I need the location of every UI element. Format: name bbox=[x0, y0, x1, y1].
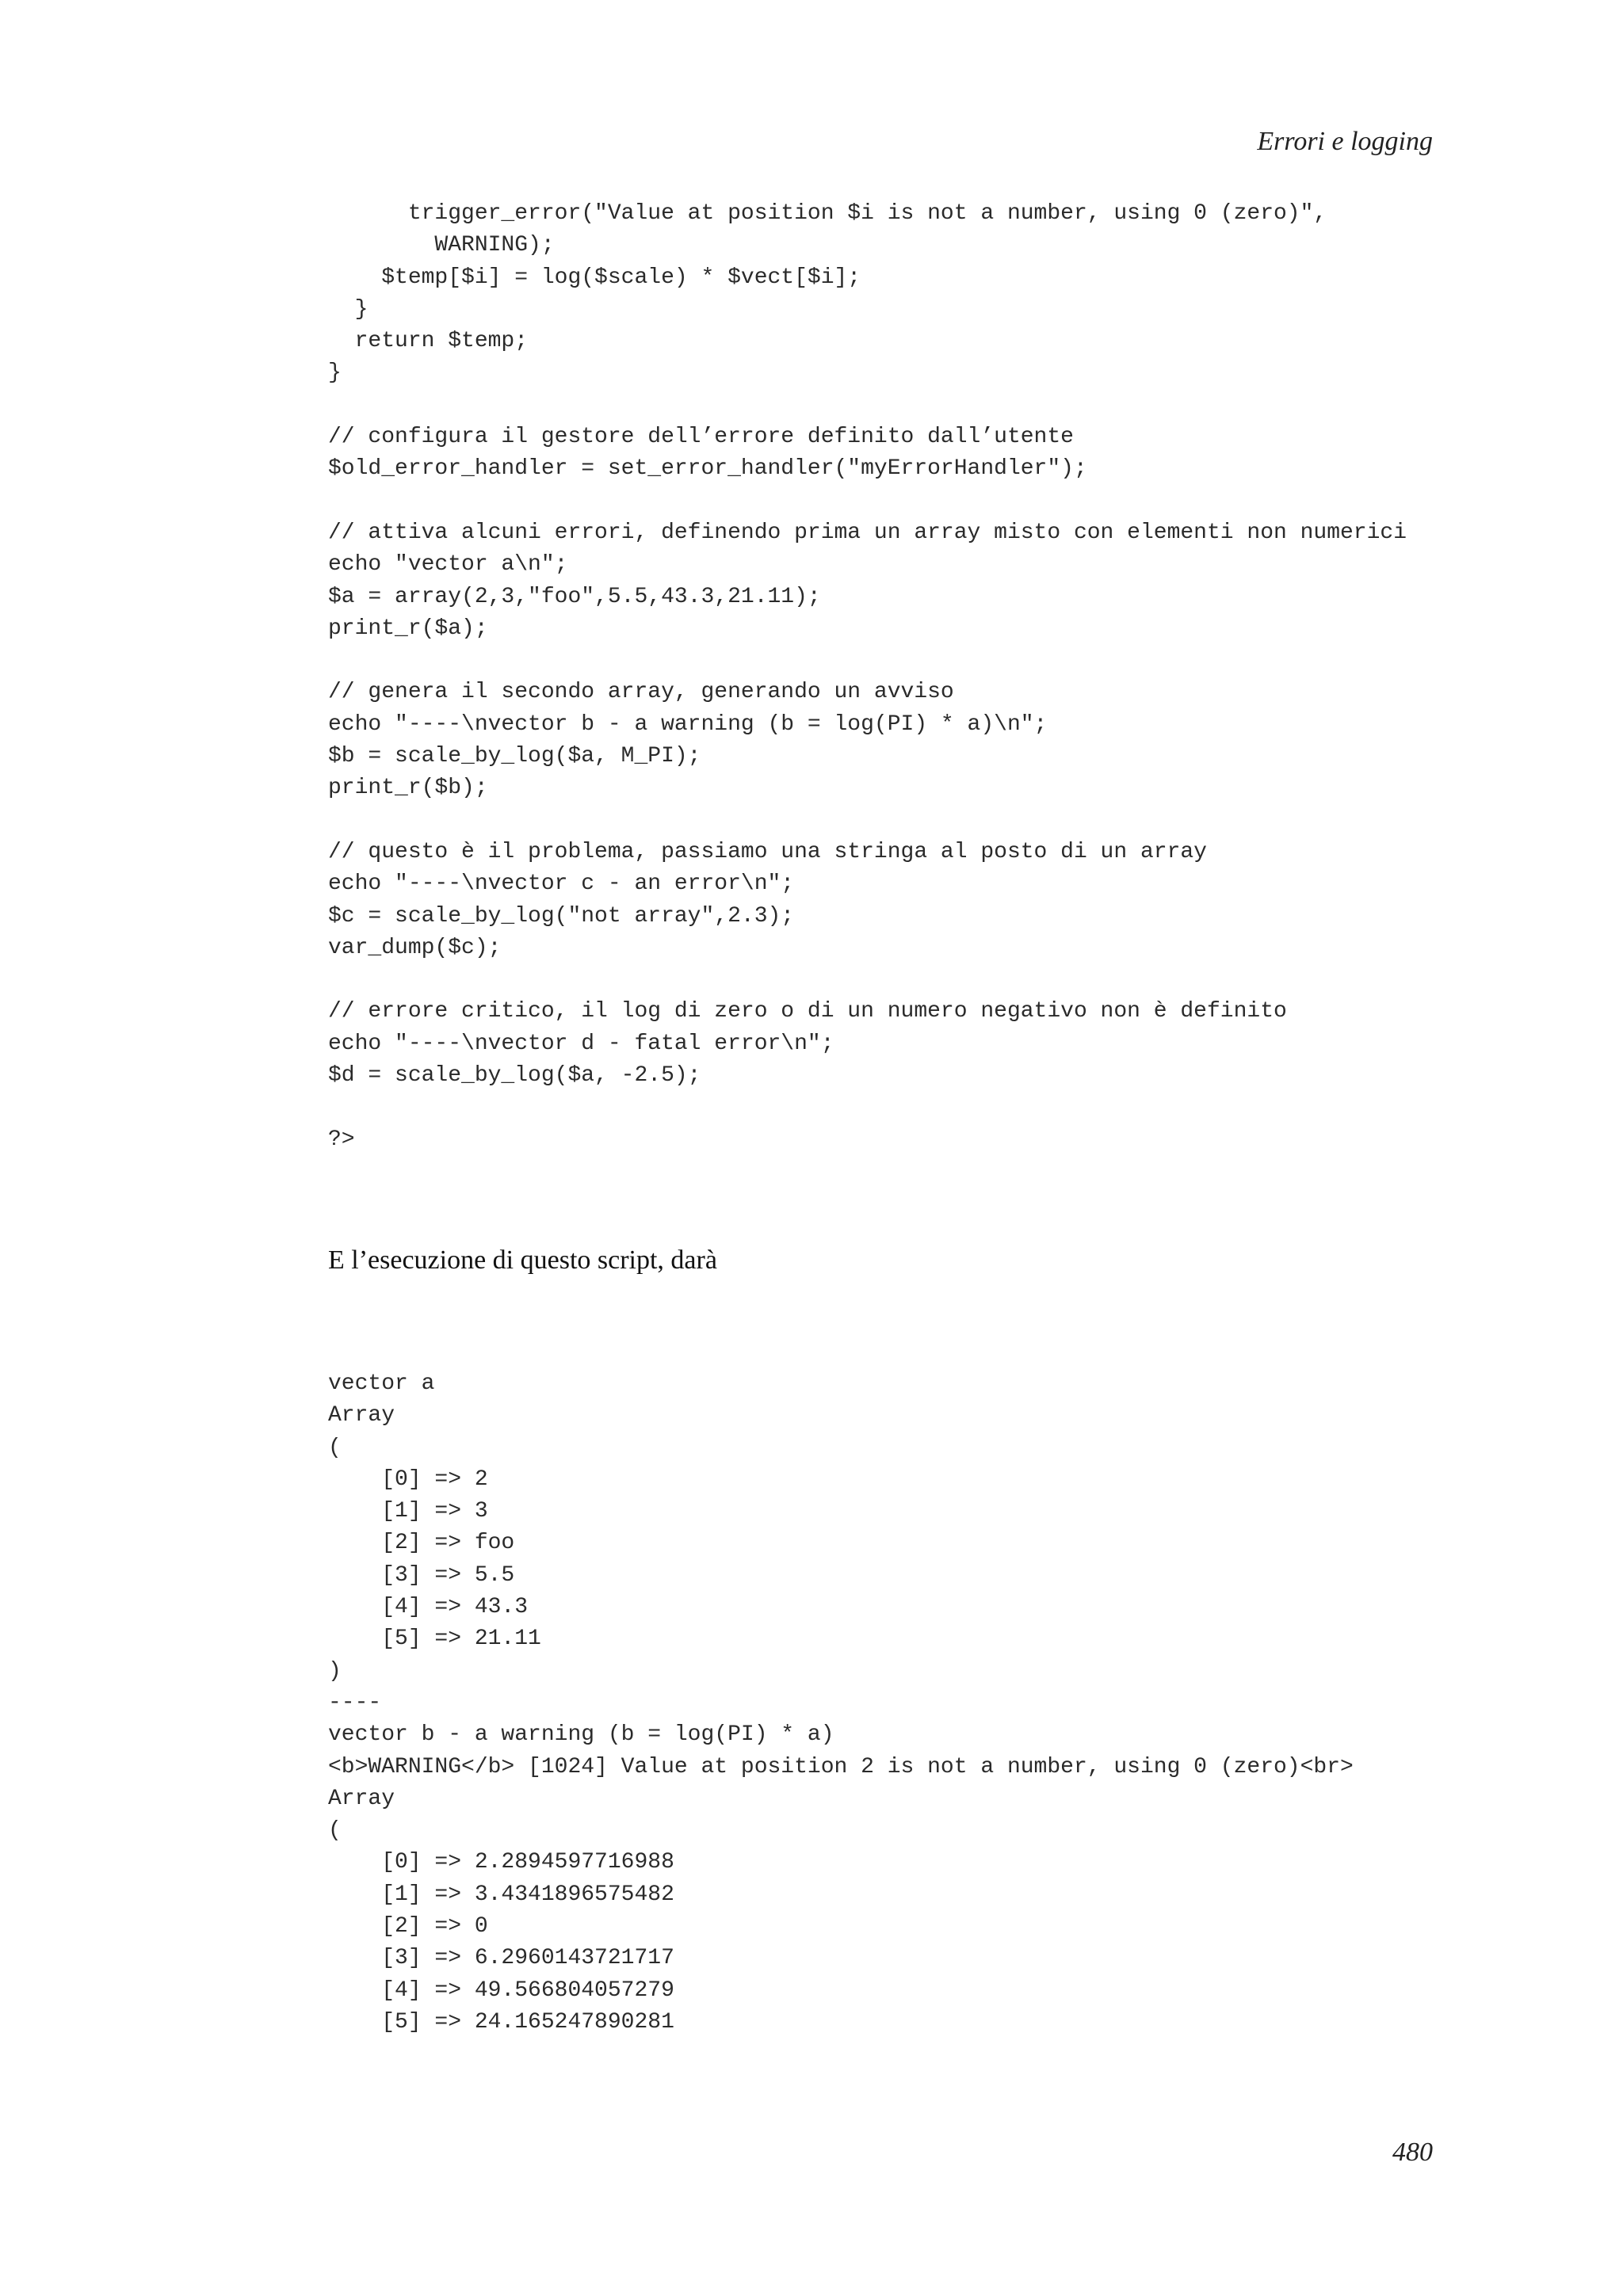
code-line: echo "----\nvector c - an error\n"; bbox=[328, 871, 795, 897]
code-line: print_r($a); bbox=[328, 616, 488, 641]
code-line: // errore critico, il log di zero o di un numero negativo non è definito bbox=[328, 999, 1287, 1024]
code-line: return $temp; bbox=[328, 329, 529, 354]
output-line: [3] => 6.2960143721717 bbox=[328, 1946, 674, 1971]
output-line: <b>WARNING</b> [1024] Value at position 2 is not a number, using 0 (zero)<br> bbox=[328, 1754, 1354, 1779]
code-line: echo "----\nvector d - fatal error\n"; bbox=[328, 1031, 834, 1056]
code-line: // questo è il problema, passiamo una stringa al posto di un array bbox=[328, 839, 1207, 864]
code-line bbox=[328, 486, 1407, 517]
output-line: [0] => 2.2894597716988 bbox=[328, 1850, 674, 1875]
output-line: vector a bbox=[328, 1371, 435, 1396]
code-line: $a = array(2,3,"foo",5.5,43.3,21.11); bbox=[328, 584, 821, 609]
output-line: ( bbox=[328, 1818, 342, 1844]
code-line bbox=[328, 805, 1407, 837]
code-line: WARNING); bbox=[328, 233, 555, 258]
code-line: // attiva alcuni errori, definendo prima un array misto con elementi non numerici bbox=[328, 520, 1407, 545]
output-line: Array bbox=[328, 1786, 395, 1811]
code-line: // configura il gestore dell’errore definito dall’utente bbox=[328, 425, 1074, 450]
output-line: [5] => 21.11 bbox=[328, 1627, 541, 1652]
output-line: [2] => 0 bbox=[328, 1914, 488, 1939]
code-line: echo "vector a\n"; bbox=[328, 552, 568, 578]
php-source-code-block bbox=[328, 198, 1407, 1156]
output-line: ( bbox=[328, 1435, 342, 1460]
code-line: $old_error_handler = set_error_handler("myErrorHandler"); bbox=[328, 456, 1087, 482]
code-line bbox=[328, 1092, 1407, 1123]
output-line: ---- bbox=[328, 1690, 382, 1715]
code-line: echo "----\nvector b - a warning (b = log(PI) * a)\n"; bbox=[328, 711, 1048, 737]
code-line: $b = scale_by_log($a, M_PI); bbox=[328, 744, 701, 769]
page-number: 480 bbox=[1392, 2138, 1433, 2167]
code-line bbox=[328, 964, 1407, 996]
code-line: ?> bbox=[328, 1127, 355, 1152]
code-line: trigger_error("Value at position $i is not a number, using 0 (zero)", bbox=[328, 201, 1327, 226]
body-paragraph: E l’esecuzione di questo script, darà bbox=[328, 1245, 717, 1275]
output-line: [4] => 49.566804057279 bbox=[328, 1978, 674, 2003]
output-line: vector b - a warning (b = log(PI) * a) bbox=[328, 1722, 834, 1748]
code-line bbox=[328, 645, 1407, 677]
output-line: [1] => 3.4341896575482 bbox=[328, 1882, 674, 1907]
output-line: Array bbox=[328, 1403, 395, 1428]
code-line: $d = scale_by_log($a, -2.5); bbox=[328, 1063, 701, 1089]
code-line: $c = scale_by_log("not array",2.3); bbox=[328, 903, 795, 929]
output-line: [4] => 43.3 bbox=[328, 1595, 529, 1620]
code-line: var_dump($c); bbox=[328, 935, 502, 960]
code-line: print_r($b); bbox=[328, 776, 488, 801]
code-line: $temp[$i] = log($scale) * $vect[$i]; bbox=[328, 265, 861, 290]
script-output-block bbox=[328, 1368, 1354, 2039]
output-line: [2] => foo bbox=[328, 1531, 515, 1556]
output-line: [5] => 24.165247890281 bbox=[328, 2009, 674, 2035]
code-line: // genera il secondo array, generando un avviso bbox=[328, 680, 954, 705]
running-header: Errori e logging bbox=[1257, 127, 1433, 156]
output-line: [1] => 3 bbox=[328, 1499, 488, 1524]
code-line: } bbox=[328, 360, 342, 386]
output-line: ) bbox=[328, 1658, 342, 1684]
code-line: } bbox=[328, 296, 369, 322]
code-line bbox=[328, 390, 1407, 421]
output-line: [3] => 5.5 bbox=[328, 1562, 515, 1588]
output-line: [0] => 2 bbox=[328, 1466, 488, 1492]
